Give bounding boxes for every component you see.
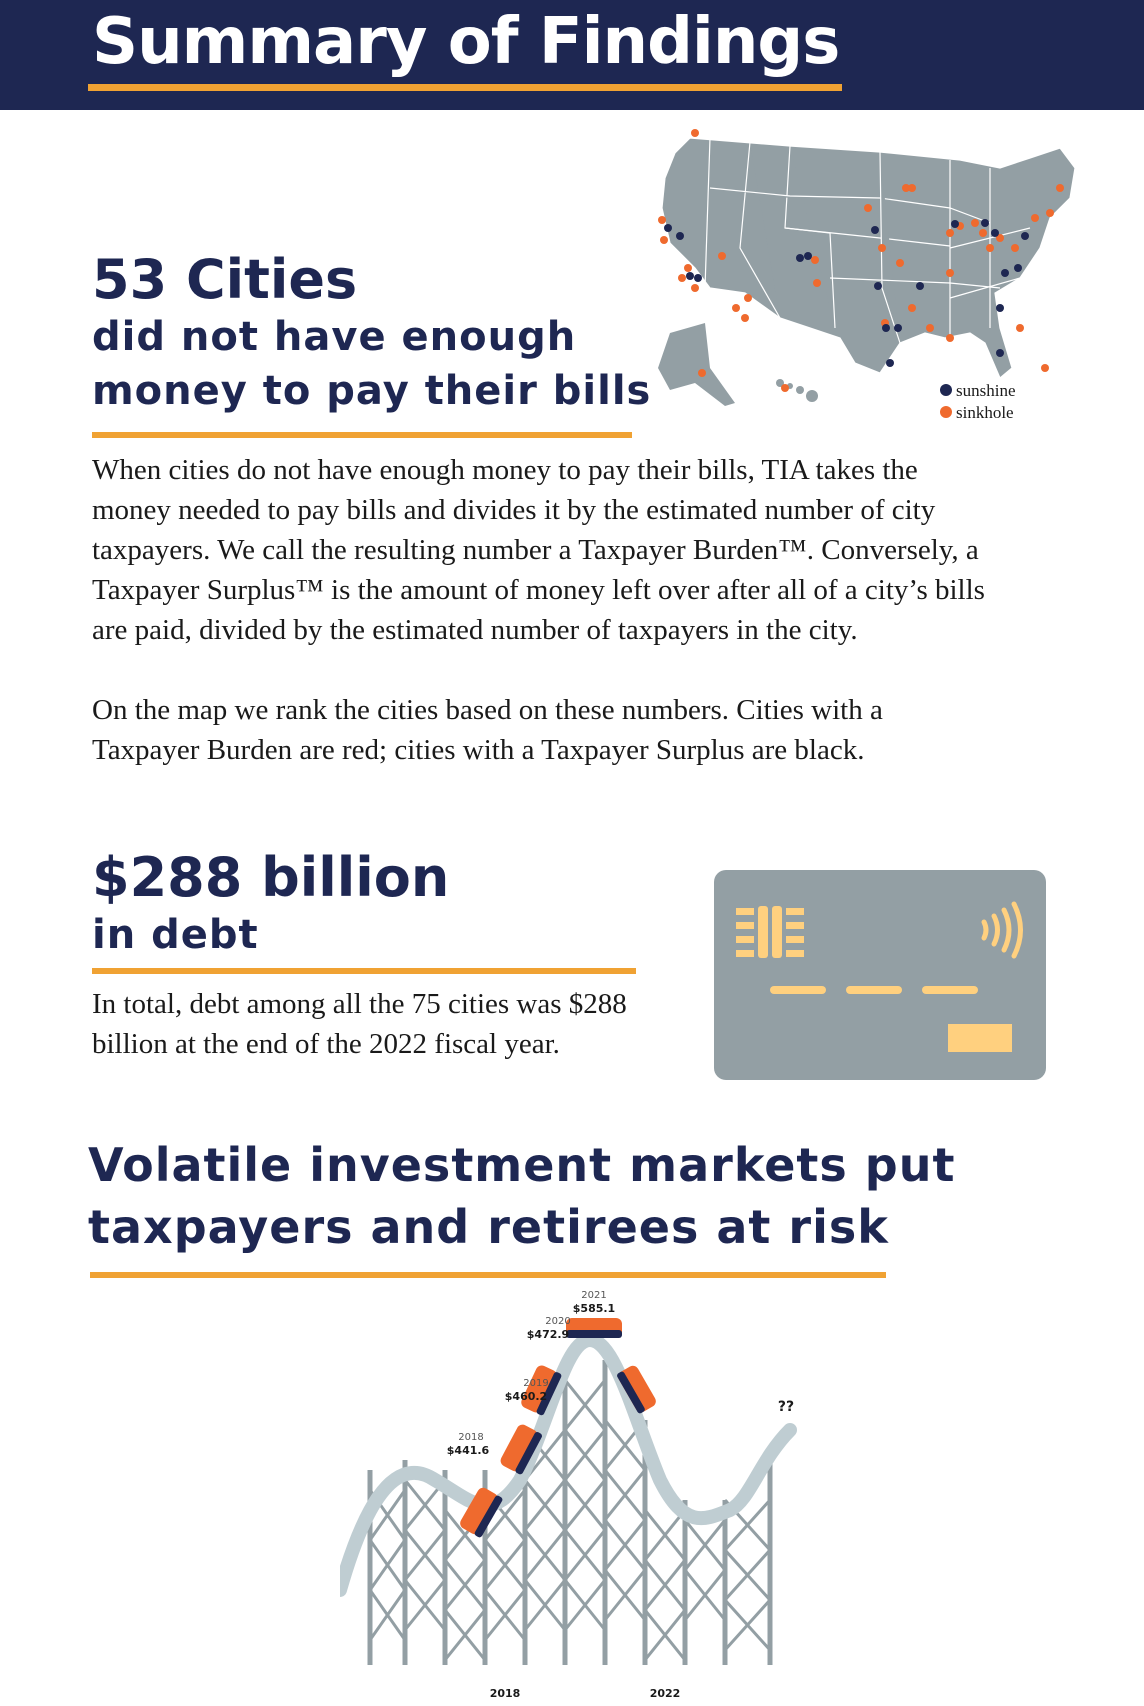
credit-card-icon — [714, 870, 1046, 1080]
cities-subtitle-line1: did not have enough — [92, 314, 577, 360]
sunshine-legend-marker — [940, 384, 952, 396]
cities-paragraph-2: On the map we rank the cities based on these numbers. Cities with a Taxpayer Burden are red; cities with a Taxpayer Surplus are black. — [92, 694, 883, 766]
alaska-shape — [658, 323, 735, 406]
page-title: Summary of Findings — [92, 5, 840, 79]
label-value-2020: $472.9 — [526, 1328, 570, 1341]
debt-divider — [92, 968, 636, 974]
roller-coaster-illustration — [340, 1280, 820, 1700]
legend-label-sunshine: sunshine — [956, 381, 1016, 400]
title-underline — [88, 84, 842, 91]
volatile-title-line2: taxpayers and retirees at risk — [88, 1200, 889, 1254]
debt-description — [92, 984, 652, 1064]
coaster-car-2021 — [566, 1318, 622, 1338]
card-signature-box — [948, 1024, 1012, 1052]
volatile-title-line1: Volatile investment markets put — [88, 1138, 956, 1192]
paragraph-spacer — [92, 650, 992, 690]
us-map-icon — [650, 128, 1120, 458]
map-legend — [940, 381, 1016, 422]
label-year-2018: 2018 — [458, 1432, 484, 1443]
cities-description — [92, 450, 992, 770]
label-year-2019: 2019 — [523, 1378, 549, 1389]
label-value-2018: $441.6 — [446, 1444, 490, 1457]
cities-paragraph-1: When cities do not have enough money to pay their bills, TIA takes the money needed to pay bills and divides it by the estimated number of city taxpayers. We call the resulting number a Taxpayer Burden™. Conversely, a Taxpayer Surplus™ is the amount of money left over after all of a city’s bills are paid, divided by the estimated number of taxpayers in the city. — [92, 454, 985, 646]
debt-amount: $288 billion — [92, 846, 450, 909]
label-unknown: ?? — [777, 1399, 795, 1415]
debt-subtitle: in debt — [92, 912, 259, 958]
volatile-divider — [90, 1272, 886, 1278]
sinkhole-legend-marker — [940, 406, 952, 418]
label-year-2021: 2021 — [581, 1290, 607, 1301]
cities-count: 53 Cities — [92, 248, 358, 311]
label-value-2021: $585.1 — [572, 1302, 616, 1315]
axis-label-2018: 2018 — [489, 1687, 521, 1700]
label-year-2020: 2020 — [545, 1316, 571, 1327]
cities-subtitle-line2: money to pay their bills — [92, 368, 652, 414]
legend-label-sinkhole: sinkhole — [956, 403, 1014, 422]
axis-label-2022: 2022 — [649, 1687, 681, 1700]
debt-paragraph: In total, debt among all the 75 cities was $288 billion at the end of the 2022 fiscal year. — [92, 988, 627, 1060]
label-value-2019: $460.2 — [504, 1390, 548, 1403]
cities-divider — [92, 432, 632, 438]
